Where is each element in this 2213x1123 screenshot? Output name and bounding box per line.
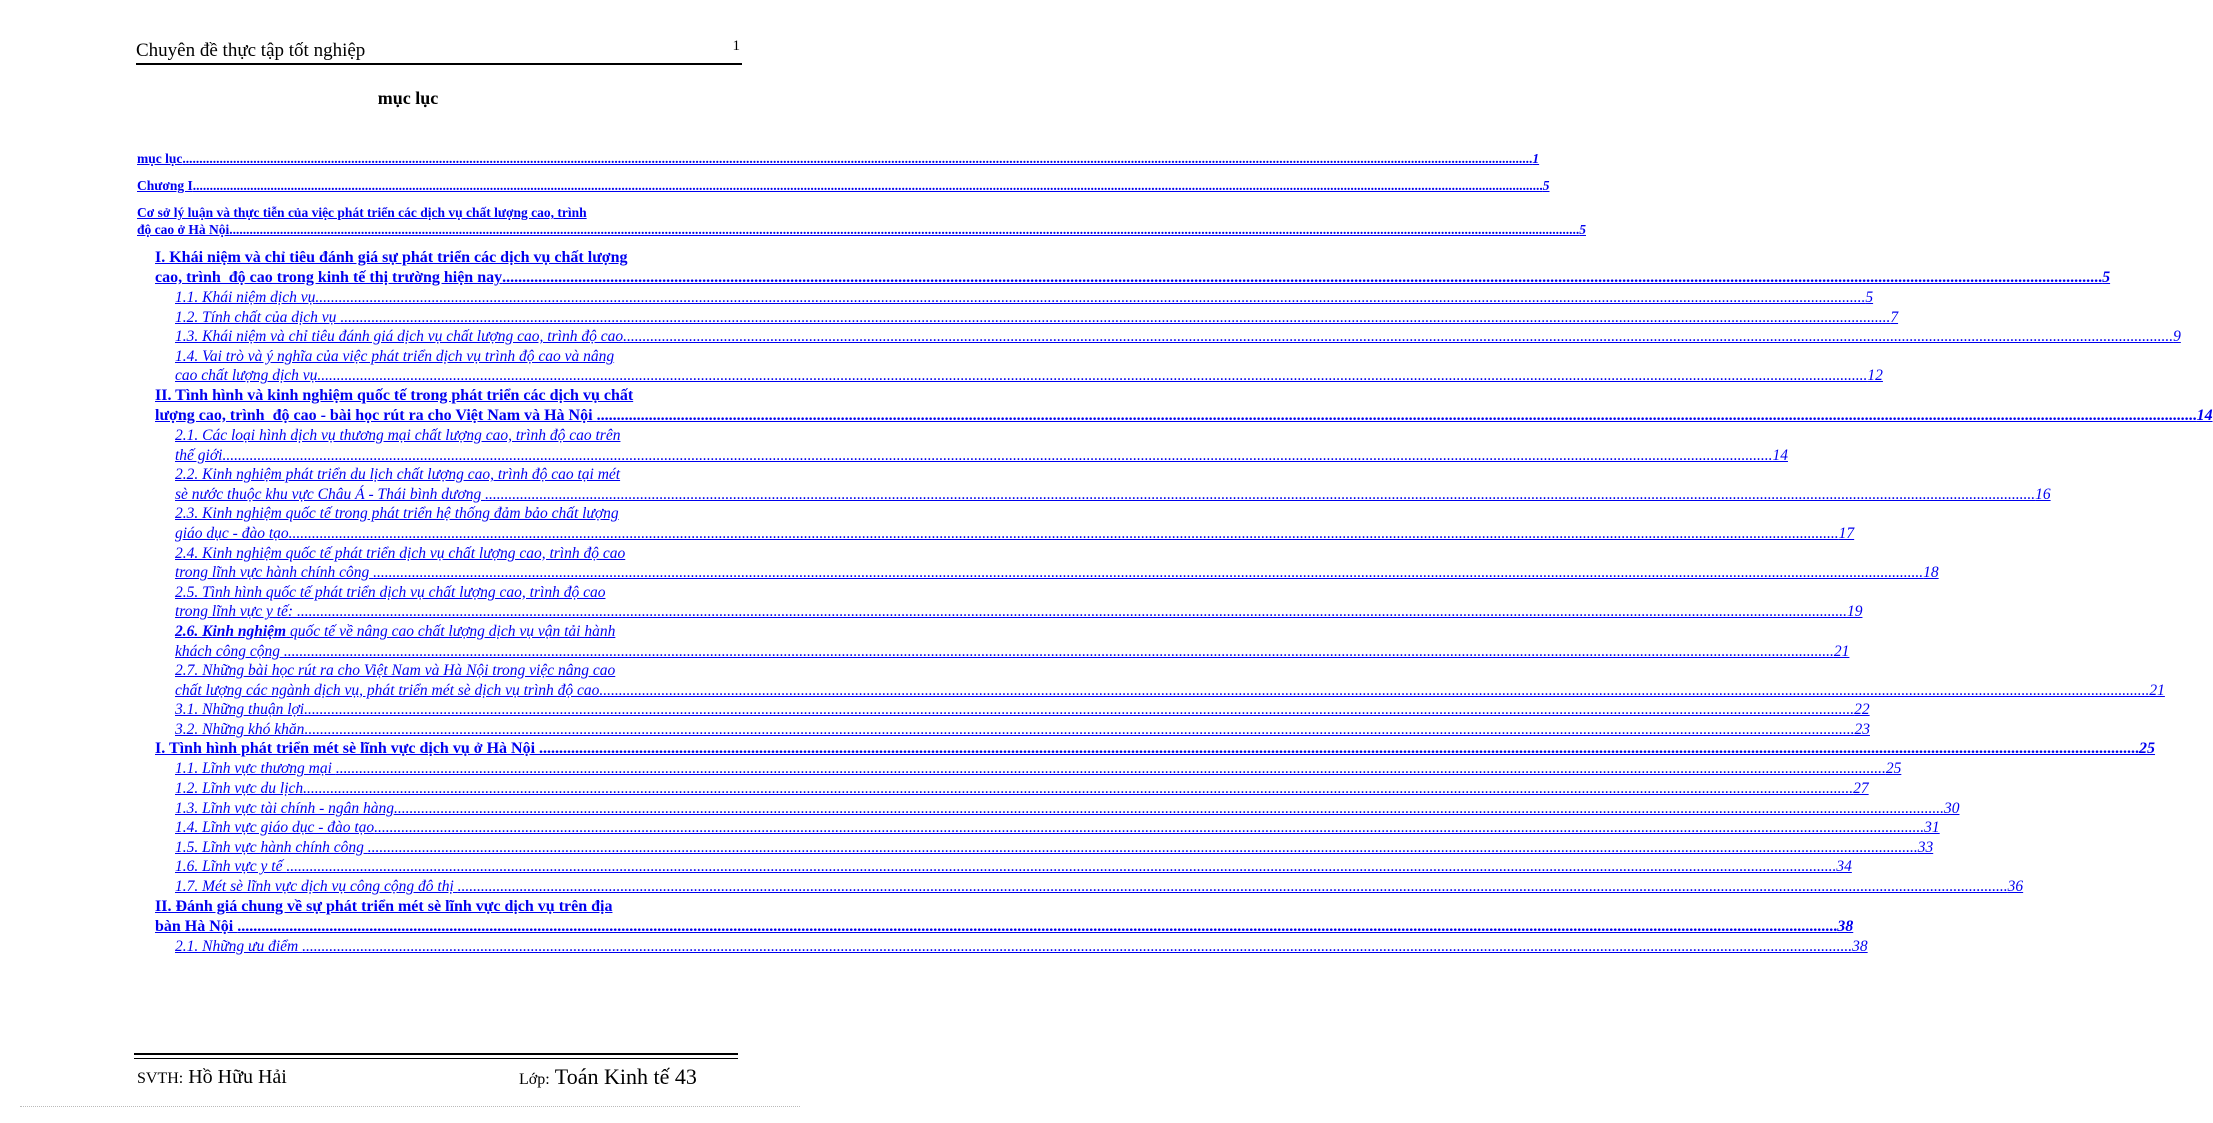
- toc-entry[interactable]: [137, 661, 2165, 700]
- toc-entry-text: 1.3. Lĩnh vực tài chính - ngân hàng: [175, 799, 394, 817]
- toc-entry[interactable]: [137, 877, 2024, 897]
- toc-entry-text: 2.1. Những ưu điểm: [175, 937, 303, 955]
- toc-entry-line: [175, 818, 1940, 838]
- toc-dot-leader: ................................................................................................................................................................................................................................................................................................................................................................................................................: [182, 151, 1533, 166]
- toc-entry-line: [155, 739, 2156, 759]
- toc-dot-leader: ................................................................................................................................................................................................................................................................................................................................................................................................................: [335, 760, 1886, 778]
- toc-entry[interactable]: [137, 347, 1883, 386]
- toc-dot-leader: ................................................................................................................................................................................................................................................................................................................................................................................................................: [367, 838, 1918, 856]
- toc-entry-text: 1.7. Mét sè lĩnh vực dịch vụ công cộng đô thị: [175, 878, 458, 896]
- toc-entry-text: trong lĩnh vực hành chính công: [175, 564, 374, 582]
- toc-page-number: 23: [1854, 720, 1870, 738]
- toc-entry-line: [175, 563, 1939, 583]
- toc-entry-line: [175, 366, 1883, 386]
- toc-entry-text: II. Đánh giá chung về sự phát triển mét sè lĩnh vực dịch vụ trên địa: [155, 897, 613, 915]
- toc-entry[interactable]: [137, 583, 1863, 622]
- toc-entry-line: [175, 700, 1870, 720]
- toc-entry[interactable]: [137, 177, 1550, 194]
- page-bottom-edge: [20, 1106, 800, 1107]
- toc-dot-leader: ................................................................................................................................................................................................................................................................................................................................................................................................................: [315, 289, 1866, 306]
- toc-dot-leader: ................................................................................................................................................................................................................................................................................................................................................................................................................: [303, 780, 1854, 798]
- toc-page-number: 5: [1579, 222, 1586, 237]
- toc-entry[interactable]: [137, 426, 1788, 465]
- footer-student-name: Hồ Hữu Hải: [188, 1066, 287, 1088]
- toc-dot-leader: ................................................................................................................................................................................................................................................................................................................................................................................................................: [237, 917, 1838, 935]
- toc-entry-line: [175, 602, 1863, 622]
- toc-entry-text: I. Khái niệm và chỉ tiêu đánh giá sự phát triển các dịch vụ chất lượng: [155, 249, 628, 266]
- footer-student: [137, 1066, 287, 1089]
- toc-entry-text: giáo dục - đào tạo: [175, 524, 289, 542]
- toc-entry[interactable]: [137, 544, 1939, 583]
- toc-page-number: 38: [1837, 917, 1854, 935]
- toc-entry-text: cao, trình độ cao trong kinh tế thị trường hiện nay: [155, 269, 503, 286]
- toc-entry-text: 2.3. Kinh nghiệm quốc tế trong phát triển hệ thống đảm bảo chất lượng: [175, 505, 619, 523]
- toc-dot-leader: ................................................................................................................................................................................................................................................................................................................................................................................................................: [373, 564, 1924, 582]
- toc-entry-line: [175, 937, 1868, 957]
- toc-entry-text: sè nước thuộc khu vực Châu Á - Thái bình dương: [175, 485, 486, 503]
- toc-entry-text: trong lĩnh vực y tế:: [175, 603, 297, 621]
- toc-entry[interactable]: [137, 799, 1960, 819]
- toc-entry-text: I. Tình hình phát triển mét sè lĩnh vực dịch vụ ở Hà Nội: [155, 740, 540, 758]
- toc-page-number: 30: [1943, 799, 1960, 817]
- toc-entry[interactable]: [137, 857, 1852, 877]
- toc-page-number: 38: [1852, 937, 1868, 955]
- toc-page-number: 7: [1890, 308, 1899, 326]
- toc-dot-leader: ................................................................................................................................................................................................................................................................................................................................................................................................................: [340, 308, 1891, 326]
- toc-entry-line: [175, 327, 2181, 347]
- header-page-number: 1: [732, 38, 740, 54]
- toc-entry[interactable]: [137, 150, 1540, 167]
- toc-entry[interactable]: [137, 204, 1586, 238]
- toc-dot-leader: ................................................................................................................................................................................................................................................................................................................................................................................................................: [596, 406, 2197, 424]
- toc-entry[interactable]: [137, 818, 1940, 838]
- table-of-contents: [137, 150, 2213, 956]
- toc-entry-line: [175, 642, 1850, 662]
- toc-entry-text: độ cao ở Hà Nội: [137, 222, 230, 237]
- toc-entry-text: Cơ sở lý luận và thực tiễn của việc phát triển các dịch vụ chất lượng cao, trình: [137, 205, 587, 220]
- toc-entry-emphasis: 2.6. Kinh nghiệm: [175, 622, 287, 640]
- toc-entry[interactable]: [137, 308, 1899, 328]
- toc-entry-text: mục lục: [137, 151, 183, 166]
- toc-dot-leader: ................................................................................................................................................................................................................................................................................................................................................................................................................: [304, 720, 1855, 738]
- toc-entry[interactable]: [137, 838, 1934, 858]
- toc-entry-line: [175, 504, 741, 524]
- toc-dot-leader: ................................................................................................................................................................................................................................................................................................................................................................................................................: [485, 485, 2036, 503]
- toc-entry[interactable]: [137, 700, 1870, 720]
- toc-entry-line: [137, 150, 1540, 167]
- toc-page-number: 34: [1836, 858, 1852, 876]
- toc-entry-line: [175, 426, 741, 446]
- toc-dot-leader: ................................................................................................................................................................................................................................................................................................................................................................................................................: [283, 642, 1834, 660]
- toc-entry-line: [137, 177, 1550, 194]
- toc-entry-line: [175, 838, 1934, 858]
- toc-entry-line: [175, 720, 1870, 740]
- toc-entry[interactable]: [137, 248, 2111, 288]
- toc-entry[interactable]: [137, 465, 2051, 504]
- toc-dot-leader: ................................................................................................................................................................................................................................................................................................................................................................................................................: [192, 178, 1543, 193]
- toc-entry-line: [175, 347, 741, 367]
- toc-entry-text: thế giới: [175, 446, 223, 464]
- toc-entry-text: 2.2. Kinh nghiệm phát triển du lịch chất lượng cao, trình độ cao tại mét: [175, 466, 621, 484]
- toc-entry[interactable]: [137, 622, 1850, 661]
- toc-dot-leader: ................................................................................................................................................................................................................................................................................................................................................................................................................: [599, 681, 2150, 699]
- toc-entry-line: [175, 485, 2051, 505]
- toc-page-number: 14: [2196, 406, 2213, 424]
- toc-entry[interactable]: [137, 739, 2156, 759]
- toc-entry-text: 1.4. Vai trò và ý nghĩa của việc phát triển dịch vụ trình độ cao và nâng: [175, 347, 615, 365]
- toc-entry-line: [137, 221, 1586, 238]
- toc-entry-line: [175, 308, 1899, 328]
- toc-entry-text: bàn Hà Nội: [155, 917, 238, 935]
- toc-dot-leader: ................................................................................................................................................................................................................................................................................................................................................................................................................: [296, 603, 1847, 621]
- toc-entry[interactable]: [137, 779, 1869, 799]
- toc-entry-text: 1.4. Lĩnh vực giáo dục - đào tạo: [175, 819, 375, 837]
- toc-entry-line: [137, 204, 741, 221]
- toc-page-number: 5: [1542, 178, 1550, 193]
- toc-dot-leader: ................................................................................................................................................................................................................................................................................................................................................................................................................: [457, 878, 2008, 896]
- toc-page-number: 25: [2139, 740, 2156, 758]
- toc-entry-text: cao chất lượng dịch vụ: [175, 367, 318, 385]
- toc-page-number: 9: [2173, 328, 2181, 346]
- toc-dot-leader: ................................................................................................................................................................................................................................................................................................................................................................................................................: [229, 222, 1580, 237]
- toc-entry-text: 1.6. Lĩnh vực y tế: [175, 858, 287, 876]
- page-header: [136, 38, 740, 66]
- toc-title: mục lục: [377, 88, 439, 108]
- toc-entry-text: Chương I: [137, 178, 193, 193]
- toc-page-number: 33: [1917, 838, 1934, 856]
- toc-entry-line: [175, 759, 1902, 779]
- toc-entry-line: [155, 248, 741, 268]
- toc-dot-leader: ................................................................................................................................................................................................................................................................................................................................................................................................................: [222, 446, 1773, 464]
- toc-entry-text: 3.1. Những thuận lợi: [175, 701, 305, 719]
- toc-page-number: 25: [1885, 760, 1902, 778]
- toc-entry-text: khách công cộng: [175, 642, 284, 660]
- toc-entry-line: [175, 877, 2024, 897]
- toc-entry-text: 2.4. Kinh nghiệm quốc tế phát triển dịch vụ chất lượng cao, trình độ cao: [175, 544, 626, 562]
- toc-dot-leader: ................................................................................................................................................................................................................................................................................................................................................................................................................: [317, 367, 1868, 385]
- toc-entry-line: [175, 465, 741, 485]
- toc-entry-line: [175, 288, 1874, 308]
- toc-page-number: 27: [1853, 780, 1869, 798]
- toc-entry-text: 1.2. Tính chất của dịch vụ: [175, 308, 341, 326]
- toc-entry-line: [155, 386, 741, 406]
- toc-entry[interactable]: [137, 937, 1868, 957]
- toc-page-number: 1: [1532, 151, 1540, 166]
- footer-class-label: Lớp:: [519, 1071, 550, 1088]
- toc-entry-text: 1.1. Khái niệm dịch vụ: [175, 289, 316, 306]
- toc-entry-text: 1.5. Lĩnh vực hành chính công: [175, 838, 368, 856]
- toc-page-number: 21: [2149, 681, 2165, 699]
- toc-entry-line: [155, 268, 2111, 288]
- toc-entry[interactable]: [137, 759, 1902, 779]
- toc-page-number: 14: [1772, 446, 1788, 464]
- header-title: Chuyên đề thực tập tốt nghiệp: [136, 40, 366, 61]
- toc-entry[interactable]: [137, 504, 1855, 543]
- toc-entry-line: [175, 446, 1788, 466]
- toc-entry[interactable]: [137, 288, 1874, 308]
- toc-entry-line: [155, 406, 2213, 426]
- toc-entry-text: chất lượng các ngành dịch vụ, phát triển mét sè dịch vụ trình độ cao: [175, 681, 600, 699]
- toc-entry-line: [155, 917, 1854, 937]
- toc-page-number: 31: [1924, 819, 1940, 837]
- toc-page-number: 5: [1865, 289, 1874, 306]
- toc-dot-leader: ................................................................................................................................................................................................................................................................................................................................................................................................................: [539, 740, 2140, 758]
- toc-page-number: 16: [2035, 485, 2051, 503]
- toc-entry-text: 2.1. Các loại hình dịch vụ thương mại chất lượng cao, trình độ cao trên: [175, 426, 621, 444]
- footer-class-name: Toán Kinh tế 43: [554, 1064, 697, 1089]
- toc-entry-line: [175, 622, 741, 642]
- toc-dot-leader: ................................................................................................................................................................................................................................................................................................................................................................................................................: [302, 937, 1853, 955]
- toc-entry-line: [175, 857, 1852, 877]
- toc-page-number: 12: [1867, 367, 1883, 385]
- footer-rule: [134, 1053, 738, 1055]
- toc-page-number: 19: [1846, 603, 1863, 621]
- toc-page-number: 36: [2007, 878, 2024, 896]
- toc-entry-line: [155, 897, 741, 917]
- toc-entry-line: [175, 661, 741, 681]
- toc-entry-text: 1.1. Lĩnh vực thương mại: [175, 760, 336, 778]
- toc-dot-leader: ................................................................................................................................................................................................................................................................................................................................................................................................................: [623, 328, 2174, 346]
- toc-entry-line: [175, 544, 741, 564]
- toc-dot-leader: ................................................................................................................................................................................................................................................................................................................................................................................................................: [288, 524, 1839, 542]
- toc-entry-text: 2.7. Những bài học rút ra cho Việt Nam và Hà Nội trong việc nâng cao: [175, 662, 616, 680]
- toc-entry[interactable]: [137, 897, 1854, 937]
- toc-dot-leader: ................................................................................................................................................................................................................................................................................................................................................................................................................: [374, 819, 1925, 837]
- toc-dot-leader: ................................................................................................................................................................................................................................................................................................................................................................................................................: [502, 269, 2103, 286]
- toc-page-number: 18: [1923, 564, 1939, 582]
- toc-entry-line: [175, 681, 2165, 701]
- toc-entry-text: 1.3. Khái niệm và chỉ tiêu đánh giá dịch vụ chất lượng cao, trình độ cao: [175, 328, 624, 346]
- toc-entry-text: 2.5. Tình hình quốc tế phát triển dịch vụ chất lượng cao, trình độ cao: [175, 583, 606, 601]
- footer-class: [519, 1064, 697, 1090]
- toc-entry-text: quốc tế về nâng cao chất lượng dịch vụ vận tải hành: [286, 622, 616, 640]
- toc-entry-line: [175, 779, 1869, 799]
- toc-dot-leader: ................................................................................................................................................................................................................................................................................................................................................................................................................: [393, 799, 1944, 817]
- footer-student-label: SVTH:: [137, 1070, 184, 1087]
- toc-page-number: 17: [1838, 524, 1855, 542]
- toc-dot-leader: ................................................................................................................................................................................................................................................................................................................................................................................................................: [304, 701, 1855, 719]
- toc-entry-text: 3.2. Những khó khăn: [175, 720, 305, 738]
- toc-entry[interactable]: [137, 386, 2213, 426]
- header-rule: [136, 63, 742, 65]
- toc-page-number: 5: [2102, 269, 2111, 286]
- footer-rule-thin: [134, 1058, 738, 1059]
- toc-entry-text: lượng cao, trình độ cao - bài học rút ra cho Việt Nam và Hà Nội: [155, 406, 597, 424]
- toc-entry[interactable]: [137, 720, 1870, 740]
- toc-page-number: 21: [1833, 642, 1850, 660]
- toc-dot-leader: ................................................................................................................................................................................................................................................................................................................................................................................................................: [286, 858, 1837, 876]
- toc-entry-text: II. Tình hình và kinh nghiệm quốc tế trong phát triển các dịch vụ chất: [155, 386, 634, 404]
- toc-entry-line: [175, 799, 1960, 819]
- toc-entry-line: [175, 583, 741, 603]
- toc-entry-line: [175, 524, 1855, 544]
- toc-entry[interactable]: [137, 327, 2181, 347]
- toc-entry-text: 1.2. Lĩnh vực du lịch: [175, 780, 304, 798]
- toc-page-number: 22: [1854, 701, 1870, 719]
